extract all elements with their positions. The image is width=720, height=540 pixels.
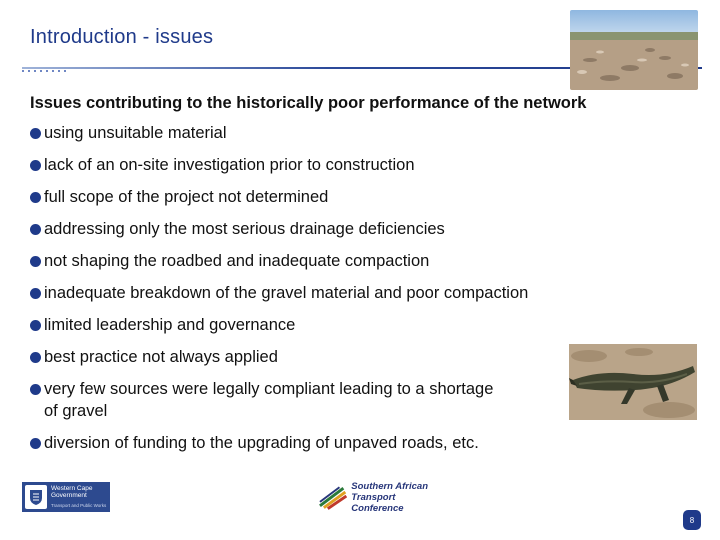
bullet-icon <box>30 192 41 203</box>
bullet-icon <box>30 224 41 235</box>
bullet-icon <box>30 288 41 299</box>
list-item <box>30 154 570 186</box>
bullet-icon <box>30 438 41 449</box>
list-item-text: very few sources were legally compliant leading to a shortage of gravel <box>44 380 494 420</box>
list-item <box>30 218 570 250</box>
list-item-text: addressing only the most serious drainage deficiencies <box>44 220 445 238</box>
satc-logo-line2: Transport Conference <box>351 491 404 514</box>
bullet-icon <box>30 256 41 267</box>
list-item-text: limited leadership and governance <box>44 316 296 334</box>
list-item-text: using unsuitable material <box>44 124 227 142</box>
bullet-icon <box>30 384 41 395</box>
crocodile-photo <box>569 344 697 420</box>
list-item <box>30 250 570 282</box>
list-item <box>30 378 494 432</box>
wc-logo-line1: Western Cape <box>51 485 93 492</box>
bullet-icon <box>30 160 41 171</box>
list-item <box>30 432 570 464</box>
list-item <box>30 282 570 314</box>
page-number-badge: 8 <box>683 510 701 530</box>
western-cape-government-logo <box>22 482 110 512</box>
list-item <box>30 186 570 218</box>
issues-list <box>30 122 570 464</box>
list-item-text: lack of an on-site investigation prior to construction <box>44 156 415 174</box>
bullet-icon <box>30 128 41 139</box>
list-item-text: inadequate breakdown of the gravel material and poor compaction <box>44 284 529 302</box>
crest-icon <box>25 485 47 509</box>
bullet-icon <box>30 352 41 363</box>
satc-logo <box>318 480 448 514</box>
slide-title: Introduction - issues <box>30 26 214 48</box>
list-item-text: not shaping the roadbed and inadequate compaction <box>44 252 430 270</box>
list-item-text: diversion of funding to the upgrading of unpaved roads, etc. <box>44 434 479 452</box>
list-item <box>30 122 570 154</box>
wc-logo-line3: Transport and Public Works <box>51 503 107 508</box>
gravel-road-photo <box>570 10 698 90</box>
list-item-text: best practice not always applied <box>44 348 278 366</box>
wc-logo-line2: Government <box>51 492 87 499</box>
list-item <box>30 314 570 346</box>
list-item-text: full scope of the project not determined <box>44 188 329 206</box>
issues-heading: Issues contributing to the historically poor performance of the network <box>30 94 587 112</box>
satc-swoosh-icon <box>318 484 347 510</box>
bullet-icon <box>30 320 41 331</box>
list-item <box>30 346 570 378</box>
satc-logo-line1: Southern African <box>351 480 428 492</box>
